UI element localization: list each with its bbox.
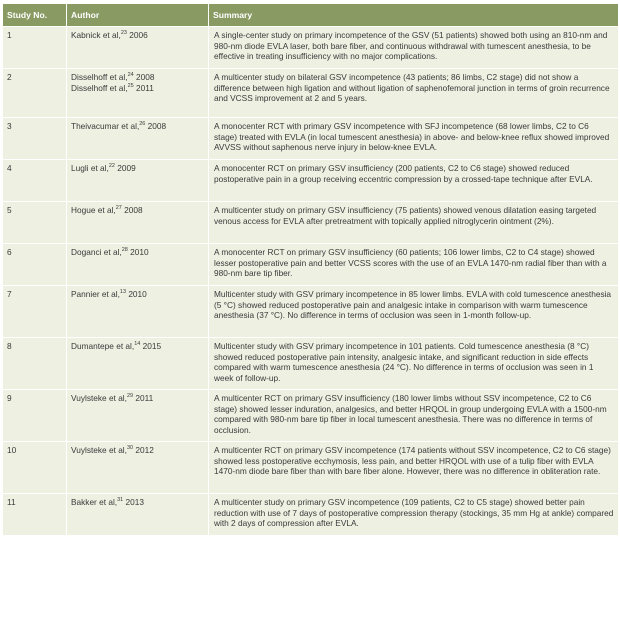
author-citation xyxy=(71,445,204,456)
reference-number: 22 xyxy=(108,163,115,170)
reference-number: 14 xyxy=(134,341,141,348)
author-name: Disselhoff et al, xyxy=(71,72,128,82)
publication-year: 2011 xyxy=(133,393,154,403)
publication-year: 2008 xyxy=(121,205,143,215)
study-number: 11 xyxy=(3,494,67,536)
author-citation xyxy=(71,289,204,300)
study-number: 1 xyxy=(3,27,67,69)
summary-cell: Multicenter study with GSV primary incompetence in 101 patients. Cold tumescence anesthesia (8 °C) showed reduced postoperative pain intensity, analgesic intake, and significant reduction in side effects compared with warm tumescence anesthesia (24 °C). No difference in terms of occlusion was seen in 1 week of follow-up. xyxy=(209,338,619,390)
summary-cell: A multicenter study on primary GSV incompetence (109 patients, C2 to C5 stage) showed better pain reduction with use of 7 days of postoperative compression therapy (stockings, 35 mm Hg at ankle) compared with 2 days of compression after EVLA. xyxy=(209,494,619,536)
study-number: 5 xyxy=(3,202,67,244)
study-number: 2 xyxy=(3,69,67,118)
author-cell xyxy=(67,286,209,338)
summary-cell: A single-center study on primary incompetence of the GSV (51 patients) showed both using an 810-nm and 980-nm diode EVLA laser, both bare fiber, and continuous withdrawal with tumescent anesthesia, to be effective in treating insufficiency with no major complications. xyxy=(209,27,619,69)
reference-number: 25 xyxy=(127,82,134,89)
summary-cell: A monocenter RCT with primary GSV incompetence with SFJ incompetence (68 lower limbs, C2 to C6 stage) treated with EVLA (in local tumescent anesthesia) in above- and below-knee reflux showed improved AVVSS without saphenous nerve injury in below-knee EVLA. xyxy=(209,118,619,160)
author-citation xyxy=(71,163,204,174)
reference-number: 28 xyxy=(121,247,128,254)
publication-year: 2009 xyxy=(114,163,136,173)
study-number: 9 xyxy=(3,390,67,442)
author-citation xyxy=(71,247,204,258)
author-name: Pannier et al, xyxy=(71,289,120,299)
author-citation xyxy=(71,393,204,404)
author-citation xyxy=(71,83,204,94)
header-author: Author xyxy=(67,4,209,27)
study-number: 4 xyxy=(3,160,67,202)
author-citation xyxy=(71,205,204,216)
table-row xyxy=(3,244,619,286)
summary-cell: A multicenter study on primary GSV insufficiency (75 patients) showed venous dilatation easing targeted venous access for EVLA after pretreatment with topically applied nitroglycerin ointment (2%). xyxy=(209,202,619,244)
study-number: 6 xyxy=(3,244,67,286)
publication-year: 2010 xyxy=(127,247,149,257)
publication-year: 2012 xyxy=(133,445,154,455)
publication-year: 2015 xyxy=(140,341,162,351)
author-cell xyxy=(67,69,209,118)
author-citation xyxy=(71,121,204,132)
author-name: Lugli et al, xyxy=(71,163,109,173)
author-cell xyxy=(67,442,209,494)
summary-cell: A monocenter RCT on primary GSV insufficiency (200 patients, C2 to C6 stage) showed reduced postoperative pain in a group receiving eccentric compression by a crossed-tape technique after EVLA. xyxy=(209,160,619,202)
publication-year: 2008 xyxy=(133,72,155,82)
author-name: Bakker et al, xyxy=(71,497,118,507)
header-study-no: Study No. xyxy=(3,4,67,27)
summary-cell: A multicenter RCT on primary GSV insufficiency (180 lower limbs without SSV incompetence, C2 to C6 stage) showed lesser induration, analgesics, and better HRQOL in group undergoing EVLA with a 1500-nm compared with 980-nm bare tip fiber in local tumescent anesthesia. There was no difference in terms of occlusion. xyxy=(209,390,619,442)
publication-year: 2010 xyxy=(126,289,147,299)
author-cell xyxy=(67,494,209,536)
table-row xyxy=(3,160,619,202)
table-row xyxy=(3,442,619,494)
study-number: 3 xyxy=(3,118,67,160)
author-cell xyxy=(67,338,209,390)
publication-year: 2011 xyxy=(133,82,154,93)
author-name: Disselhoff et al, xyxy=(71,82,128,93)
author-citation xyxy=(71,30,204,41)
publication-year: 2006 xyxy=(126,30,148,40)
table-row xyxy=(3,27,619,69)
author-name: Theivacumar et al, xyxy=(71,121,140,131)
reference-number: 23 xyxy=(120,30,127,37)
author-name: Hogue et al, xyxy=(71,205,116,215)
summary-cell: A multicenter study on bilateral GSV incompetence (43 patients; 86 limbs, C2 stage) did not show a difference between high ligation and without ligation of saphenofemoral junction in terms of groin recurrence and VCSS improvement at 2 and 5 years. xyxy=(209,69,619,118)
table-row xyxy=(3,202,619,244)
author-cell xyxy=(67,160,209,202)
reference-number: 29 xyxy=(126,393,134,400)
reference-number: 13 xyxy=(119,289,127,296)
header-row xyxy=(3,4,619,27)
author-cell xyxy=(67,202,209,244)
author-cell xyxy=(67,118,209,160)
author-name: Vuylsteke et al, xyxy=(71,445,127,455)
author-cell xyxy=(67,390,209,442)
table-row xyxy=(3,338,619,390)
reference-number: 24 xyxy=(127,72,134,79)
author-name: Vuylsteke et al, xyxy=(71,393,127,403)
summary-cell: A monocenter RCT on primary GSV insufficiency (60 patients; 106 lower limbs, C2 to C4 stage) showed lesser postoperative pain and better VCSS scores with the use of an EVLA 1470-nm radial fiber than with a 980-nm bare tip fiber. xyxy=(209,244,619,286)
summary-cell: A multicenter RCT on primary GSV incompetence (174 patients without SSV incompetence, C2 to C6 stage) showed less postoperative ecchymosis, less pain, and better HRQOL with use of a tulip fiber with EVLA 1470-nm diode bare fiber than with bare fiber alone. However, there was no difference in obliteration rate. xyxy=(209,442,619,494)
author-name: Dumantepe et al, xyxy=(71,341,135,351)
author-name: Kabnick et al, xyxy=(71,30,121,40)
author-citation xyxy=(71,72,204,83)
summary-cell: Multicenter study with GSV primary incompetence in 85 lower limbs. EVLA with cold tumescence anesthesia (5 °C) showed reduced postoperative pain and analgesic intake in comparison with warm tumescence anesthesia (37 °C). No difference in terms of occlusion was seen in 1-month follow-up. xyxy=(209,286,619,338)
reference-number: 30 xyxy=(126,445,134,452)
author-cell xyxy=(67,244,209,286)
author-citation xyxy=(71,497,204,508)
author-citation xyxy=(71,341,204,352)
author-cell xyxy=(67,27,209,69)
reference-number: 31 xyxy=(117,497,124,504)
table-row xyxy=(3,390,619,442)
study-number: 10 xyxy=(3,442,67,494)
study-number: 8 xyxy=(3,338,67,390)
table-row xyxy=(3,69,619,118)
publication-year: 2008 xyxy=(145,121,167,131)
publication-year: 2013 xyxy=(123,497,145,507)
author-name: Doganci et al, xyxy=(71,247,122,257)
reference-number: 26 xyxy=(139,121,146,128)
header-summary: Summary xyxy=(209,4,619,27)
table-row xyxy=(3,118,619,160)
study-number: 7 xyxy=(3,286,67,338)
reference-number: 27 xyxy=(115,205,122,212)
table-row xyxy=(3,494,619,536)
studies-table xyxy=(2,3,619,536)
table-row xyxy=(3,286,619,338)
